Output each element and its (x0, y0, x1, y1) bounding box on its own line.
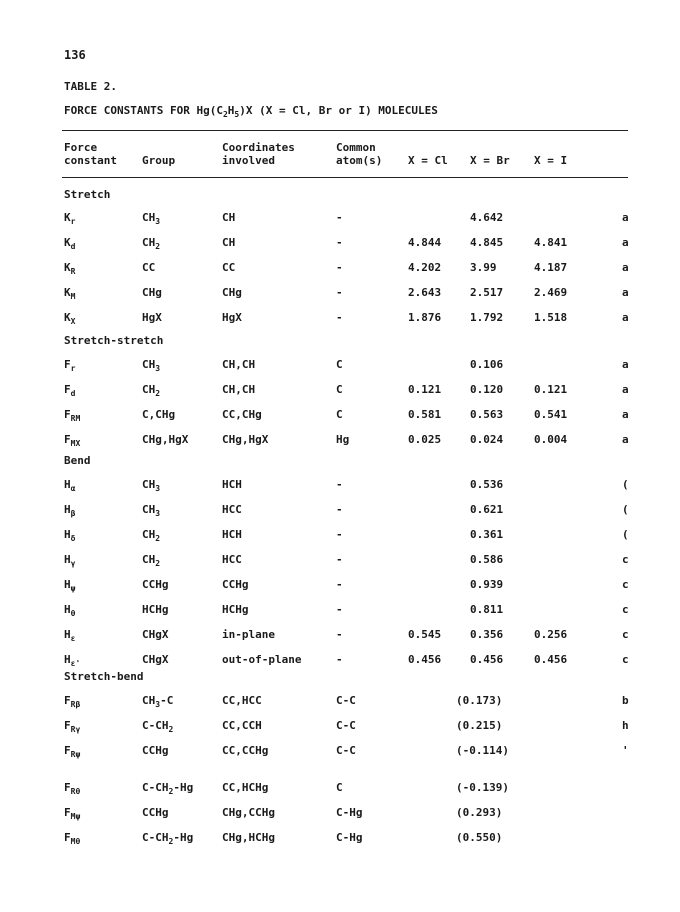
common-atom-cell: - (336, 261, 343, 274)
table-header (0, 141, 680, 175)
value-x-br: 0.586 (470, 553, 504, 566)
common-atom-cell: C (336, 781, 343, 794)
value-x-br: 0.563 (470, 408, 504, 421)
value-x-cl: 0.456 (408, 653, 442, 666)
table-row (0, 478, 680, 496)
table-row (0, 781, 680, 799)
section-bend: Bend (64, 454, 91, 467)
reference-note: c (622, 553, 629, 566)
coordinates-cell: CH,CH (222, 358, 256, 371)
table-row (0, 358, 680, 376)
value-x-cl: 0.025 (408, 433, 442, 446)
section-stretch: Stretch (64, 188, 111, 201)
value-x-br: 0.024 (470, 433, 504, 446)
common-atom-cell: - (336, 578, 343, 591)
common-atom-cell: - (336, 311, 343, 324)
table-label: TABLE 2. (64, 80, 117, 93)
reference-note: ' (622, 744, 629, 757)
force-constant-symbol: $K_X$ (64, 311, 76, 326)
value-x-br: 2.517 (470, 286, 504, 299)
table-row (0, 408, 680, 426)
common-atom-cell: C-C (336, 694, 356, 707)
reference-note: ( (622, 528, 629, 541)
value-x-br: 0.939 (470, 578, 504, 591)
value-x-i: 0.256 (534, 628, 568, 641)
common-atom-cell: - (336, 628, 343, 641)
value-x-br: 0.811 (470, 603, 504, 616)
value-x-i: 0.121 (534, 383, 568, 396)
reference-note: a (622, 433, 629, 446)
table-row (0, 433, 680, 451)
coordinates-cell: HCC (222, 503, 242, 516)
common-atom-cell: C-C (336, 719, 356, 732)
group-cell: $CH_2$ (142, 383, 161, 398)
group-cell: $CH_3$ (142, 358, 161, 373)
reference-note: a (622, 261, 629, 274)
value-x-br: 0.536 (470, 478, 504, 491)
force-constant-symbol: $F_{M\theta}$ (64, 831, 81, 846)
group-cell: CCHg (142, 744, 169, 757)
common-atom-cell: - (336, 553, 343, 566)
table-row (0, 744, 680, 762)
common-atom-cell: C-C (336, 744, 356, 757)
common-atom-cell: - (336, 286, 343, 299)
force-constant-symbol: $F_{M\psi}$ (64, 806, 81, 821)
force-constant-symbol: $H_{\varepsilon'}$ (64, 653, 81, 668)
reference-note: a (622, 236, 629, 249)
force-constant-symbol: $H_\alpha$ (64, 478, 76, 493)
common-atom-cell: - (336, 236, 343, 249)
coordinates-cell: CC,HCC (222, 694, 262, 707)
value-x-cl: 4.844 (408, 236, 442, 249)
common-atom-cell: C (336, 358, 343, 371)
group-cell: CHg (142, 286, 162, 299)
force-constant-symbol: $H_\delta$ (64, 528, 76, 543)
force-constant-symbol: $F_{R\theta}$ (64, 781, 81, 796)
header-group: Group (142, 154, 176, 167)
force-constant-symbol: $H_\gamma$ (64, 553, 76, 568)
coordinates-cell: CC,CCHg (222, 744, 269, 757)
table-row (0, 603, 680, 621)
value-x-cl: 0.581 (408, 408, 442, 421)
header-common-line1: Common (336, 141, 376, 154)
group-cell: $CH_3-C$ (142, 694, 174, 709)
header-x-i: X = I (534, 154, 568, 167)
value-x-i: 1.518 (534, 311, 568, 324)
value-x-cl: 4.202 (408, 261, 442, 274)
value-x-br: 0.621 (470, 503, 504, 516)
common-atom-cell: - (336, 528, 343, 541)
coordinates-cell: CH (222, 211, 236, 224)
header-x-cl: X = Cl (408, 154, 448, 167)
force-constant-symbol: $K_R$ (64, 261, 76, 276)
reference-note: a (622, 286, 629, 299)
table-row (0, 261, 680, 279)
value-x-i: 0.456 (534, 653, 568, 666)
value-x-br: 1.792 (470, 311, 504, 324)
table-row (0, 503, 680, 521)
header-coordinates-line2: involved (222, 154, 275, 167)
coordinates-cell: CHg,HgX (222, 433, 269, 446)
value-x-i: 2.469 (534, 286, 568, 299)
coordinates-cell: CC,HCHg (222, 781, 269, 794)
common-atom-cell: - (336, 211, 343, 224)
reference-note: c (622, 628, 629, 641)
reference-note: a (622, 408, 629, 421)
group-cell: $C-CH_2$ (142, 719, 174, 734)
table-row (0, 311, 680, 329)
reference-note: c (622, 578, 629, 591)
group-cell: $CH_3$ (142, 211, 161, 226)
coordinates-cell: CC (222, 261, 236, 274)
group-cell: CC (142, 261, 156, 274)
group-cell: CCHg (142, 578, 169, 591)
table-row (0, 831, 680, 849)
force-constant-symbol: $F_{R\psi}$ (64, 744, 81, 759)
value-x-br: 3.99 (470, 261, 497, 274)
coordinates-cell: HCC (222, 553, 242, 566)
coordinates-cell: CHg,HCHg (222, 831, 275, 844)
header-common-line2: atom(s) (336, 154, 383, 167)
common-atom-cell: - (336, 478, 343, 491)
value-x-i: 0.004 (534, 433, 568, 446)
reference-note: a (622, 358, 629, 371)
value-x-i: 0.541 (534, 408, 568, 421)
force-constant-symbol: $K_r$ (64, 211, 76, 226)
coordinates-cell: in-plane (222, 628, 275, 641)
force-constant-symbol: $H_\varepsilon$ (64, 628, 76, 643)
table-row (0, 653, 680, 671)
table-row (0, 719, 680, 737)
reference-note: c (622, 653, 629, 666)
group-cell: CHg,HgX (142, 433, 189, 446)
group-cell: CCHg (142, 806, 169, 819)
coordinates-cell: HCHg (222, 603, 249, 616)
header-force-line1: Force (64, 141, 98, 154)
value-x-i: 4.841 (534, 236, 568, 249)
table-row (0, 528, 680, 546)
table-title: FORCE CONSTANTS FOR $Hg(C_2H_5)X$ (X = Cl, Br or I) MOLECULES (64, 104, 438, 119)
coordinates-cell: HCH (222, 528, 242, 541)
table-row (0, 578, 680, 596)
table-header-rule (62, 177, 628, 178)
table-row (0, 553, 680, 571)
value-x-br: 0.356 (470, 628, 504, 641)
value-x-br: 4.642 (470, 211, 504, 224)
reference-note: a (622, 383, 629, 396)
group-cell: $C-CH_2-Hg$ (142, 781, 194, 796)
value-combined: (0.173) (456, 694, 503, 707)
value-x-cl: 1.876 (408, 311, 442, 324)
table-row (0, 383, 680, 401)
value-combined: (0.293) (456, 806, 503, 819)
common-atom-cell: C (336, 408, 343, 421)
table-row (0, 806, 680, 824)
header-x-br: X = Br (470, 154, 510, 167)
force-constant-symbol: $H_\beta$ (64, 503, 76, 518)
group-cell: $CH_2$ (142, 236, 161, 251)
table-row (0, 694, 680, 712)
common-atom-cell: - (336, 503, 343, 516)
common-atom-cell: C-Hg (336, 806, 363, 819)
force-constant-symbol: $H_\psi$ (64, 578, 76, 593)
force-constant-symbol: $F_r$ (64, 358, 76, 373)
table-row (0, 236, 680, 254)
force-constant-symbol: $F_{MX}$ (64, 433, 81, 448)
reference-note: ( (622, 478, 629, 491)
common-atom-cell: C (336, 383, 343, 396)
value-combined: (-0.114) (456, 744, 509, 757)
table-row (0, 211, 680, 229)
value-x-br: 0.361 (470, 528, 504, 541)
coordinates-cell: out-of-plane (222, 653, 302, 666)
group-cell: HCHg (142, 603, 169, 616)
reference-note: b (622, 694, 629, 707)
reference-note: ( (622, 503, 629, 516)
coordinates-cell: HgX (222, 311, 242, 324)
value-combined: (0.215) (456, 719, 503, 732)
value-x-i: 4.187 (534, 261, 568, 274)
coordinates-cell: HCH (222, 478, 242, 491)
value-x-br: 0.120 (470, 383, 504, 396)
reference-note: h (622, 719, 629, 732)
value-combined: (0.550) (456, 831, 503, 844)
value-x-br: 0.106 (470, 358, 504, 371)
group-cell: $CH_3$ (142, 478, 161, 493)
reference-note: a (622, 311, 629, 324)
group-cell: $CH_3$ (142, 503, 161, 518)
force-constant-symbol: $K_M$ (64, 286, 76, 301)
section-stretch-stretch: Stretch-stretch (64, 334, 164, 347)
value-x-cl: 0.121 (408, 383, 442, 396)
value-x-cl: 2.643 (408, 286, 442, 299)
force-constant-symbol: $F_{R\gamma}$ (64, 719, 81, 734)
force-constant-symbol: $K_d$ (64, 236, 76, 251)
group-cell: HgX (142, 311, 162, 324)
value-x-br: 0.456 (470, 653, 504, 666)
group-cell: CHgX (142, 653, 169, 666)
header-coordinates-line1: Coordinates (222, 141, 295, 154)
table-row (0, 286, 680, 304)
page-number: 136 (64, 48, 86, 62)
reference-note: c (622, 603, 629, 616)
coordinates-cell: CC,CCH (222, 719, 262, 732)
force-constant-symbol: $F_{RM}$ (64, 408, 81, 423)
coordinates-cell: CC,CHg (222, 408, 262, 421)
coordinates-cell: CHg (222, 286, 242, 299)
group-cell: $C-CH_2-Hg$ (142, 831, 194, 846)
common-atom-cell: C-Hg (336, 831, 363, 844)
table-row (0, 628, 680, 646)
value-x-br: 4.845 (470, 236, 504, 249)
common-atom-cell: Hg (336, 433, 350, 446)
force-constant-symbol: $H_\theta$ (64, 603, 76, 618)
force-constant-symbol: $F_{R\beta}$ (64, 694, 81, 709)
group-cell: CHgX (142, 628, 169, 641)
header-force-line2: constant (64, 154, 117, 167)
group-cell: $CH_2$ (142, 528, 161, 543)
coordinates-cell: CH (222, 236, 236, 249)
table-top-rule (62, 130, 628, 131)
common-atom-cell: - (336, 653, 343, 666)
group-cell: C,CHg (142, 408, 176, 421)
group-cell: $CH_2$ (142, 553, 161, 568)
common-atom-cell: - (336, 603, 343, 616)
force-constant-symbol: $F_d$ (64, 383, 76, 398)
value-combined: (-0.139) (456, 781, 509, 794)
coordinates-cell: CHg,CCHg (222, 806, 275, 819)
coordinates-cell: CH,CH (222, 383, 256, 396)
value-x-cl: 0.545 (408, 628, 442, 641)
section-stretch-bend: Stretch-bend (64, 670, 144, 683)
reference-note: a (622, 211, 629, 224)
coordinates-cell: CCHg (222, 578, 249, 591)
